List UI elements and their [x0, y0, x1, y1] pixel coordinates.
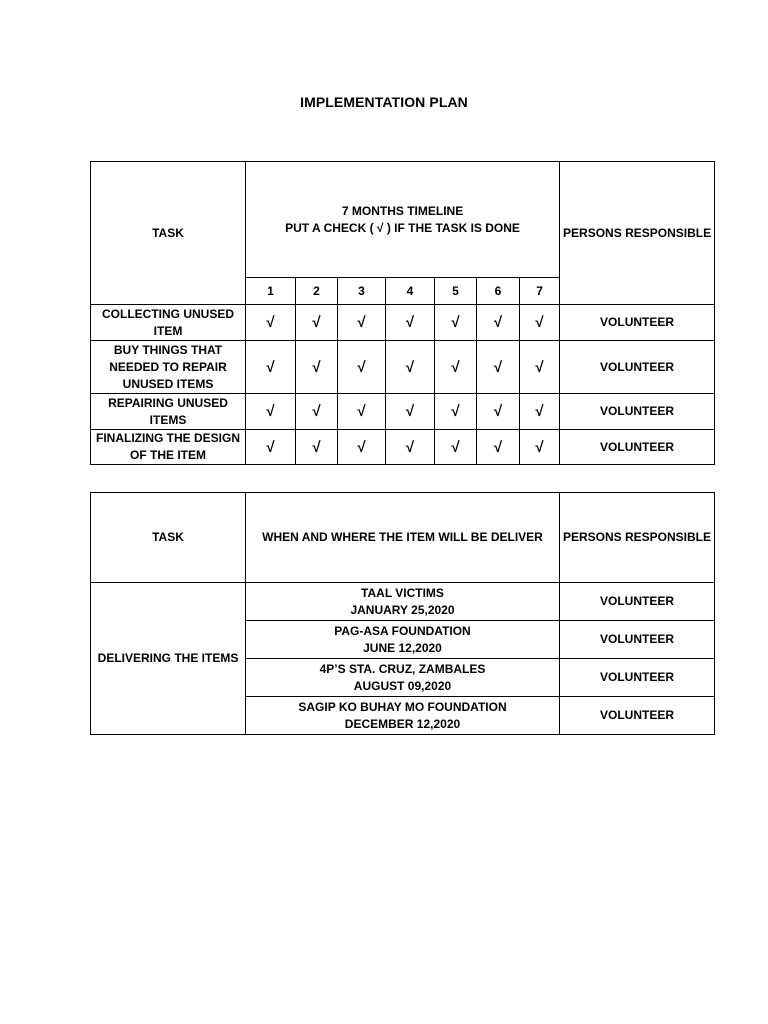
check-mark-icon: √ — [435, 430, 477, 465]
check-mark-icon: √ — [386, 394, 435, 430]
task-line: REPAIRING UNUSED — [108, 395, 228, 410]
delivery-place: TAAL VICTIMS — [361, 585, 444, 600]
task-line: OF THE ITEM — [130, 448, 206, 462]
person-cell: VOLUNTEER — [560, 659, 715, 697]
delivery-date: JUNE 12,2020 — [363, 640, 442, 655]
month-header-2: 2 — [296, 278, 338, 305]
month-header-1: 1 — [246, 278, 296, 305]
month-header-5: 5 — [435, 278, 477, 305]
task-cell — [91, 430, 246, 465]
table-row — [91, 341, 715, 394]
check-mark-icon: √ — [435, 341, 477, 394]
when-where-header: WHEN AND WHERE THE ITEM WILL BE DELIVER — [246, 493, 560, 583]
month-header-3: 3 — [338, 278, 386, 305]
task-line: ITEM — [153, 323, 183, 338]
check-mark-icon: √ — [246, 430, 296, 465]
check-mark-icon: √ — [386, 430, 435, 465]
check-mark-icon: √ — [338, 394, 386, 430]
person-cell: VOLUNTEER — [560, 697, 715, 735]
delivery-table — [90, 492, 715, 735]
table-row — [91, 583, 715, 621]
month-header-7: 7 — [520, 278, 560, 305]
check-mark-icon: √ — [246, 305, 296, 341]
delivery-date: JANUARY 25,2020 — [350, 602, 455, 617]
task-header: TASK — [91, 162, 246, 305]
task-line: COLLECTING UNUSED — [102, 306, 234, 321]
task-line: BUY THINGS THAT — [113, 342, 223, 357]
task-header: TASK — [91, 493, 246, 583]
timeline-header-line2: PUT A CHECK ( √ ) IF THE TASK IS DONE — [285, 220, 520, 235]
person-cell: VOLUNTEER — [560, 583, 715, 621]
delivery-task-cell: DELIVERING THE ITEMS — [91, 583, 246, 735]
delivery-place: SAGIP KO BUHAY MO FOUNDATION — [298, 699, 507, 714]
check-mark-icon: √ — [296, 430, 338, 465]
person-cell: VOLUNTEER — [560, 341, 715, 394]
check-mark-icon: √ — [520, 341, 560, 394]
delivery-detail-cell — [246, 697, 560, 735]
month-header-4: 4 — [386, 278, 435, 305]
check-mark-icon: √ — [338, 305, 386, 341]
task-cell — [91, 305, 246, 341]
check-mark-icon: √ — [338, 430, 386, 465]
task-line: UNUSED ITEMS — [122, 376, 214, 391]
table-row — [91, 394, 715, 430]
check-mark-icon: √ — [246, 394, 296, 430]
check-mark-icon: √ — [386, 341, 435, 394]
delivery-place: 4P’S STA. CRUZ, ZAMBALES — [319, 661, 486, 676]
check-mark-icon: √ — [296, 341, 338, 394]
delivery-date: AUGUST 09,2020 — [353, 678, 452, 693]
check-mark-icon: √ — [246, 341, 296, 394]
check-mark-icon: √ — [520, 305, 560, 341]
person-cell: VOLUNTEER — [560, 394, 715, 430]
check-mark-icon: √ — [477, 430, 520, 465]
delivery-place: PAG-ASA FOUNDATION — [334, 623, 471, 638]
check-mark-icon: √ — [386, 305, 435, 341]
task-line: ITEMS — [149, 412, 187, 427]
check-mark-icon: √ — [338, 341, 386, 394]
timeline-header — [246, 162, 560, 278]
table-row — [91, 305, 715, 341]
task-line: NEEDED TO REPAIR — [109, 359, 227, 374]
check-mark-icon: √ — [435, 394, 477, 430]
check-mark-icon: √ — [477, 341, 520, 394]
person-cell: VOLUNTEER — [560, 621, 715, 659]
task-line: FINALIZING THE DESIGN — [96, 431, 240, 445]
task-cell — [91, 394, 246, 430]
check-mark-icon: √ — [435, 305, 477, 341]
timeline-header-line1: 7 MONTHS TIMELINE — [341, 203, 464, 218]
check-mark-icon: √ — [477, 305, 520, 341]
persons-header: PERSONS RESPONSIBLE — [560, 162, 715, 305]
check-mark-icon: √ — [520, 430, 560, 465]
month-header-6: 6 — [477, 278, 520, 305]
check-mark-icon: √ — [296, 394, 338, 430]
delivery-detail-cell — [246, 621, 560, 659]
person-cell: VOLUNTEER — [560, 430, 715, 465]
page-title: IMPLEMENTATION PLAN — [300, 94, 468, 110]
timeline-table — [90, 161, 715, 465]
table-row — [91, 430, 715, 465]
delivery-detail-cell — [246, 659, 560, 697]
person-cell: VOLUNTEER — [560, 305, 715, 341]
delivery-detail-cell — [246, 583, 560, 621]
check-mark-icon: √ — [520, 394, 560, 430]
delivery-date: DECEMBER 12,2020 — [344, 716, 461, 731]
check-mark-icon: √ — [477, 394, 520, 430]
check-mark-icon: √ — [296, 305, 338, 341]
task-cell — [91, 341, 246, 394]
persons-header: PERSONS RESPONSIBLE — [560, 493, 715, 583]
